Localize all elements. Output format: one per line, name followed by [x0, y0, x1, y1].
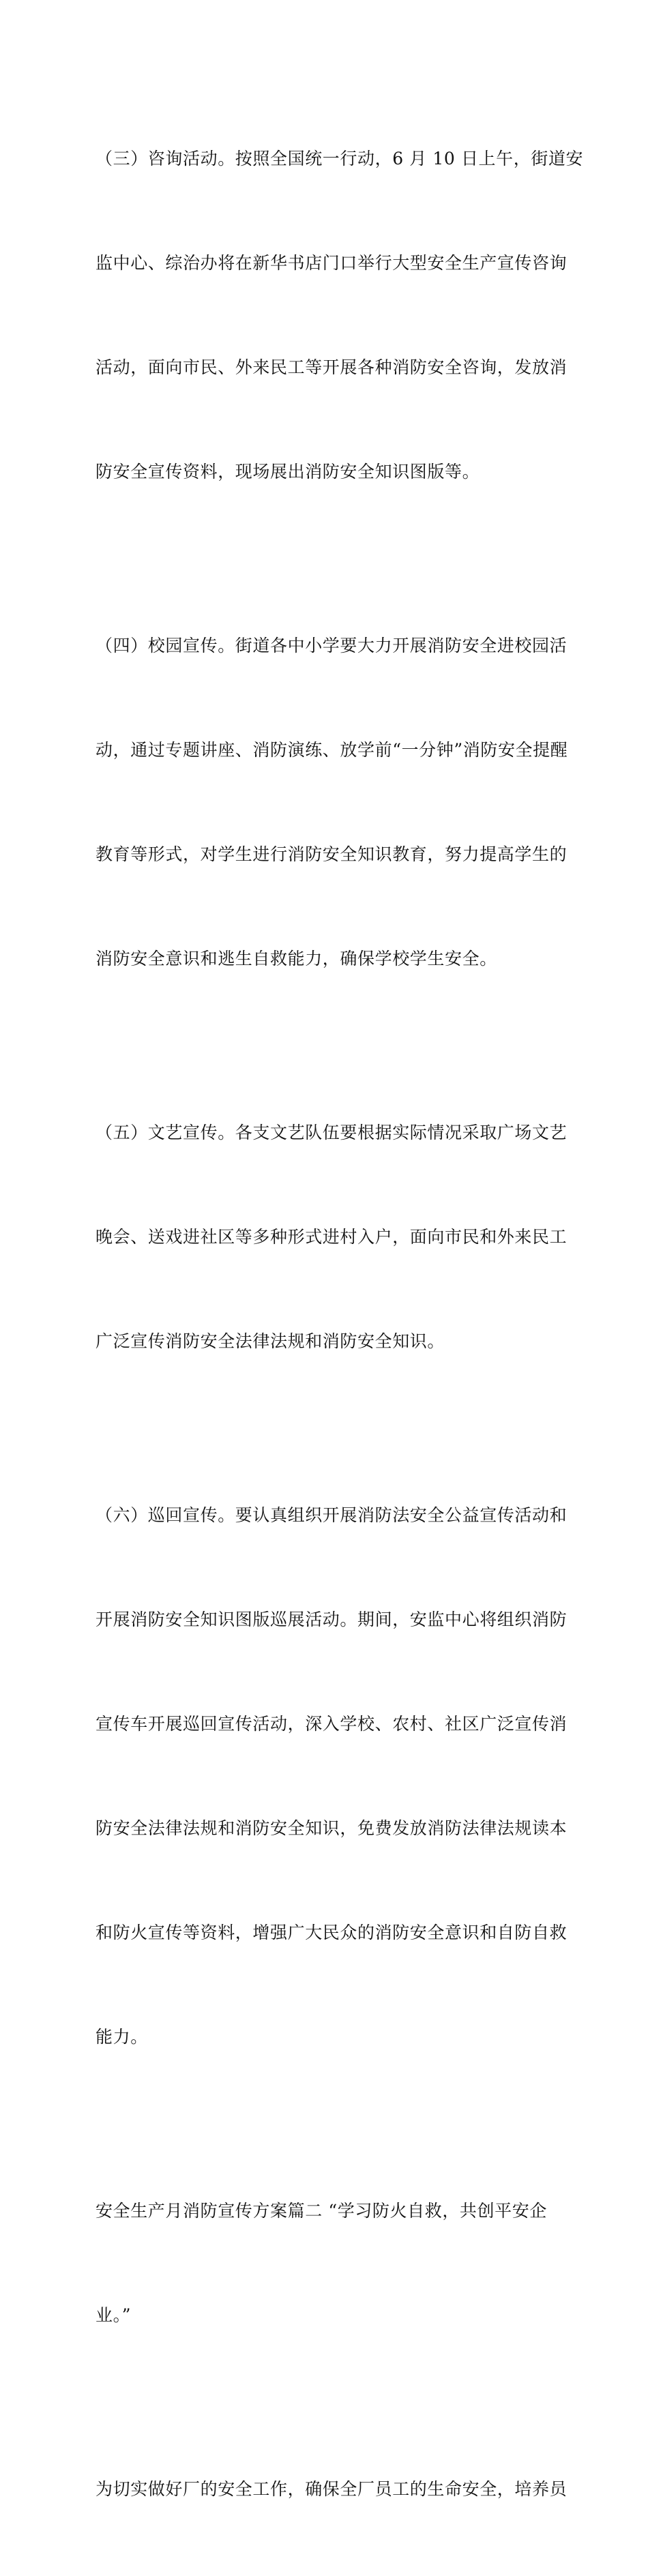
text-line: 教育等形式，对学生进行消防安全知识教育，努力提高学生的 — [95, 844, 568, 864]
text-line: 晚会、送戏进社区等多种形式进村入户，面向市民和外来民工 — [95, 1227, 568, 1247]
paragraph-campus-publicity — [95, 559, 568, 1046]
text-line: 活动，面向市民、外来民工等开展各种消防安全咨询，发放消 — [95, 357, 568, 377]
text-line: （六）巡回宣传。要认真组织开展消防法安全公益宣传活动和 — [95, 1505, 568, 1525]
text-line: 宣传车开展巡回宣传活动，深入学校、农村、社区广泛宣传消 — [95, 1714, 568, 1734]
text-line: （三）咨询活动。按照全国统一行动，6 月 10 日上午，街道安 — [95, 149, 584, 168]
text-line: 监中心、综治办将在新华书店门口举行大型安全生产宣传咨询 — [95, 253, 568, 273]
text-line: 开展消防安全知识图版巡展活动。期间，安监中心将组织消防 — [95, 1610, 568, 1629]
paragraph-plan-two-intro — [95, 2402, 568, 2576]
paragraph-arts-publicity — [95, 1046, 568, 1428]
text-line: 能力。 — [95, 2027, 148, 2047]
text-line: 安全生产月消防宣传方案篇二 “学习防火自救，共创平安企 — [95, 2201, 547, 2221]
text-line: 动，通过专题讲座、消防演练、放学前“一分钟”消防安全提醒 — [95, 740, 568, 760]
text-line: 防安全法律法规和消防安全知识，免费发放消防法律法规读本 — [95, 1818, 568, 1838]
text-line: （五）文艺宣传。各支文艺队伍要根据实际情况采取广场文艺 — [95, 1123, 568, 1142]
text-line: 防安全宣传资料，现场展出消防安全知识图版等。 — [95, 462, 480, 482]
text-line: 广泛宣传消防安全法律法规和消防安全知识。 — [95, 1331, 445, 1351]
text-line: 消防安全意识和逃生自救能力，确保学校学生安全。 — [95, 949, 497, 968]
paragraph-consulting-activity — [95, 72, 584, 559]
text-line: 和防火宣传等资料，增强广大民众的消防安全意识和自防自救 — [95, 1923, 568, 1942]
paragraph-touring-publicity — [95, 1428, 568, 2124]
text-line: 业。” — [95, 2305, 132, 2325]
document-body — [95, 72, 584, 2576]
section-heading-plan-two — [95, 2124, 556, 2402]
text-line: （四）校园宣传。街道各中小学要大力开展消防安全进校园活 — [95, 636, 568, 655]
text-line: 为切实做好厂的安全工作，确保全厂员工的生命安全，培养员 — [95, 2479, 568, 2499]
